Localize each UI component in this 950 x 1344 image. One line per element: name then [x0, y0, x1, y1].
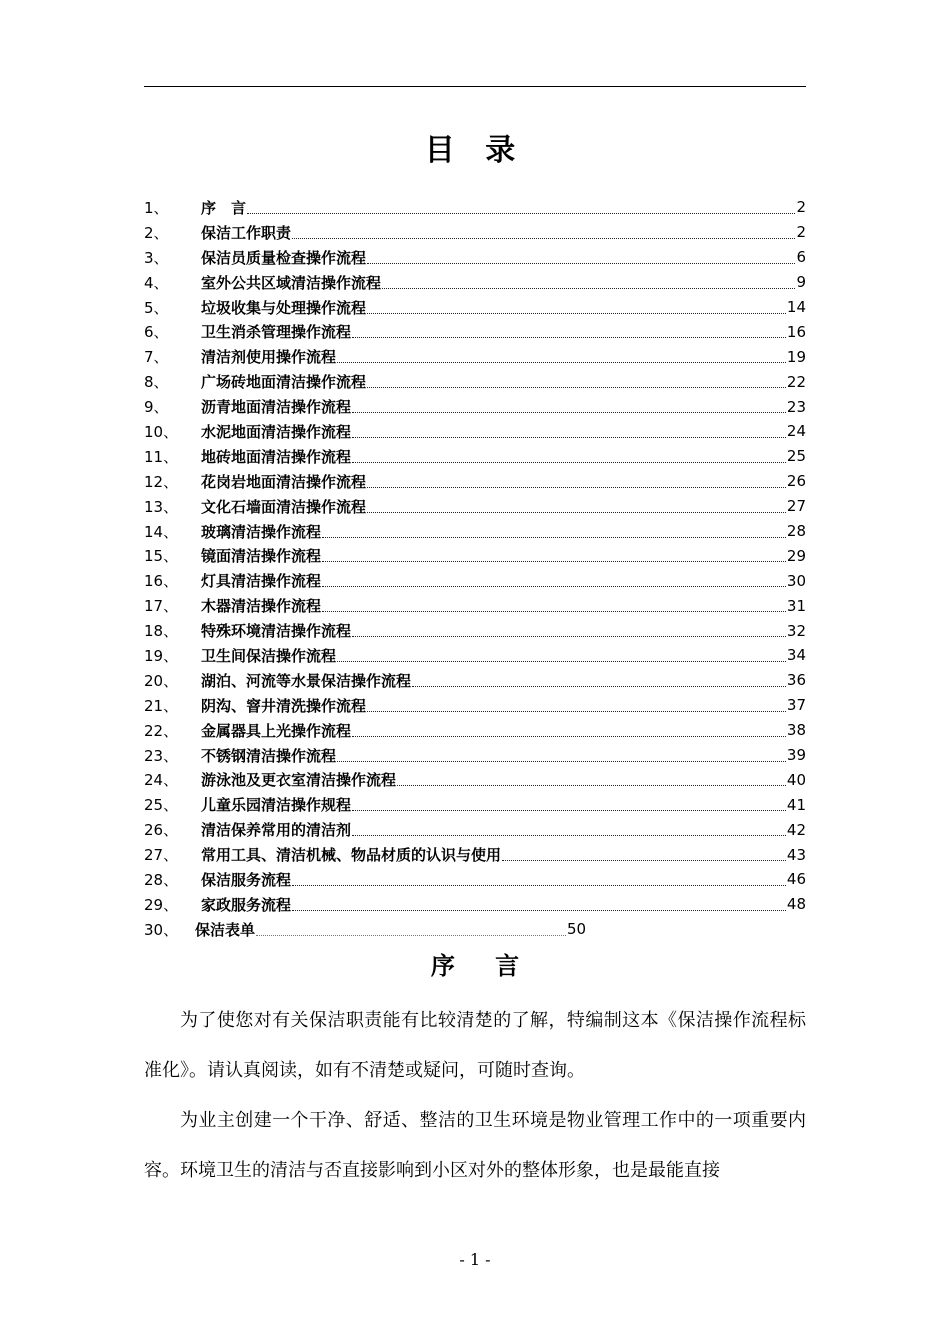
toc-dot-leader [352, 736, 786, 737]
toc-entry-number: 10、 [144, 422, 179, 441]
toc-entry-label: 木器清洁操作流程 [201, 597, 322, 616]
toc-dot-leader [412, 686, 786, 687]
toc-entry-page: 2 [796, 223, 806, 242]
toc-entry-page: 42 [786, 820, 806, 839]
toc-dot-leader [322, 537, 786, 538]
toc-entry-number: 18、 [144, 622, 179, 641]
toc-entry-label: 清洁保养常用的清洁剂 [201, 821, 352, 840]
toc-dot-leader [337, 362, 786, 363]
toc-entry-label: 金属器具上光操作流程 [201, 721, 352, 740]
toc-entry[interactable] [144, 693, 806, 718]
toc-entry-number: 5、 [144, 298, 169, 317]
toc-entry-label: 特殊环境清洁操作流程 [201, 622, 352, 641]
toc-entry-label: 水泥地面清洁操作流程 [201, 422, 352, 441]
preface-body [144, 996, 806, 1196]
toc-entry-number: 28、 [144, 870, 179, 889]
toc-entry-number: 4、 [144, 273, 169, 292]
toc-entry[interactable] [144, 444, 806, 469]
toc-entry-label: 卫生间保洁操作流程 [201, 646, 337, 665]
toc-entry-label: 保洁员质量检查操作流程 [201, 248, 367, 267]
toc-entry-page: 28 [786, 522, 806, 541]
toc-dot-leader [322, 611, 786, 612]
toc-dot-leader [352, 337, 786, 338]
toc-entry-number: 25、 [144, 796, 179, 815]
toc-entry[interactable] [144, 767, 806, 792]
toc-dot-leader [352, 636, 786, 637]
toc-entry-page: 23 [786, 397, 806, 416]
toc-dot-leader [337, 761, 786, 762]
toc-entry-number: 7、 [144, 348, 169, 367]
toc-entry[interactable] [144, 519, 806, 544]
toc-entry[interactable] [144, 917, 806, 942]
toc-entry-label: 玻璃清洁操作流程 [201, 522, 322, 541]
toc-entry-label: 家政服务流程 [201, 895, 292, 914]
toc-entry-page: 31 [786, 596, 806, 615]
toc-entry-number: 22、 [144, 721, 179, 740]
toc-entry-label: 阴沟、窨井清洗操作流程 [201, 696, 367, 715]
toc-entry[interactable] [144, 593, 806, 618]
toc-entry-number: 21、 [144, 696, 179, 715]
toc-entry-page: 22 [786, 372, 806, 391]
toc-entry-number: 11、 [144, 447, 179, 466]
toc-entry[interactable] [144, 842, 806, 867]
toc-dot-leader [352, 810, 786, 811]
toc-entry-label: 湖泊、河流等水景保洁操作流程 [201, 671, 412, 690]
toc-entry-number: 9、 [144, 398, 169, 417]
toc-entry-label: 镜面清洁操作流程 [201, 547, 322, 566]
toc-entry-page: 34 [786, 646, 806, 665]
toc-dot-leader [337, 661, 786, 662]
toc-entry[interactable] [144, 220, 806, 245]
toc-entry-page: 50 [567, 920, 587, 939]
toc-entry-number: 8、 [144, 373, 169, 392]
toc-dot-leader [367, 487, 786, 488]
toc-dot-leader [352, 462, 786, 463]
toc-entry-number: 17、 [144, 597, 179, 616]
toc-entry-label: 卫生消杀管理操作流程 [201, 323, 352, 342]
toc-entry-label: 广场砖地面清洁操作流程 [201, 373, 367, 392]
toc-dot-leader [352, 437, 786, 438]
toc-dot-leader [322, 561, 786, 562]
toc-entry-page: 32 [786, 621, 806, 640]
toc-entry-page: 26 [786, 472, 806, 491]
preface-paragraph: 为了使您对有关保洁职责能有比较清楚的了解，特编制这本《保洁操作流程标准化》。请认真阅读，如有不清楚或疑问，可随时查询。 [144, 1010, 806, 1081]
toc-entry-number: 23、 [144, 746, 179, 765]
toc-entry-label: 游泳池及更衣室清洁操作流程 [201, 771, 397, 790]
toc-dot-leader [367, 313, 786, 314]
toc-entry-label: 垃圾收集与处理操作流程 [201, 298, 367, 317]
toc-dot-leader [256, 935, 566, 936]
toc-entry-page: 30 [786, 571, 806, 590]
toc-entry-number: 26、 [144, 821, 179, 840]
toc-entry-label: 序 言 [201, 198, 247, 217]
toc-entry[interactable] [144, 543, 806, 568]
toc-entry[interactable] [144, 892, 806, 917]
toc-title: 目 录 [424, 133, 526, 168]
toc-entry[interactable] [144, 792, 806, 817]
toc-entry[interactable] [144, 568, 806, 593]
toc-dot-leader [367, 387, 786, 388]
toc-entry-label: 不锈钢清洁操作流程 [201, 746, 337, 765]
toc-entry-page: 46 [786, 870, 806, 889]
preface-title: 序 言 [430, 952, 536, 980]
toc-entry-page: 14 [786, 298, 806, 316]
toc-entry-page: 25 [786, 447, 806, 466]
table-of-contents [144, 195, 806, 942]
toc-entry-label: 保洁表单 [195, 920, 256, 939]
toc-entry-label: 文化石墙面清洁操作流程 [201, 497, 367, 516]
toc-entry-page: 38 [786, 721, 806, 740]
toc-entry-number: 30、 [144, 920, 179, 939]
toc-entry[interactable] [144, 344, 806, 369]
toc-entry-page: 19 [786, 347, 806, 366]
toc-entry-label: 地砖地面清洁操作流程 [201, 447, 352, 466]
toc-entry-page: 24 [786, 422, 806, 441]
toc-entry[interactable] [144, 494, 806, 519]
toc-entry-label: 保洁服务流程 [201, 870, 292, 889]
toc-entry[interactable] [144, 817, 806, 842]
toc-entry[interactable] [144, 867, 806, 892]
toc-entry-label: 保洁工作职责 [201, 223, 292, 242]
toc-entry-number: 29、 [144, 895, 179, 914]
toc-entry-page: 40 [786, 770, 806, 789]
page-number: - 1 - [459, 1250, 491, 1269]
preface-paragraph: 为业主创建一个干净、舒适、整洁的卫生环境是物业管理工作中的一项重要内容。环境卫生的清洁与否直接影响到小区对外的整体形象，也是最能直接 [144, 1110, 806, 1181]
toc-dot-leader [367, 263, 795, 264]
toc-entry[interactable] [144, 743, 806, 768]
toc-entry-page: 9 [796, 273, 806, 292]
toc-entry-number: 20、 [144, 671, 179, 690]
toc-entry-page: 6 [796, 248, 806, 267]
toc-entry-label: 常用工具、清洁机械、物品材质的认识与使用 [201, 846, 502, 865]
toc-entry-number: 3、 [144, 248, 169, 267]
toc-entry-label: 儿童乐园清洁操作规程 [201, 796, 352, 815]
toc-entry-page: 2 [796, 198, 806, 217]
toc-dot-leader [247, 213, 795, 214]
toc-entry-page: 39 [786, 746, 806, 765]
toc-entry[interactable] [144, 419, 806, 444]
toc-entry-page: 29 [786, 546, 806, 565]
toc-entry[interactable] [144, 369, 806, 394]
toc-entry-page: 37 [786, 696, 806, 715]
toc-entry-number: 27、 [144, 846, 179, 865]
toc-entry-page: 41 [786, 795, 806, 814]
toc-dot-leader [367, 512, 786, 513]
toc-entry[interactable] [144, 270, 806, 295]
toc-entry-page: 48 [786, 895, 806, 914]
toc-entry-page: 27 [786, 497, 806, 516]
toc-dot-leader [352, 412, 786, 413]
toc-entry[interactable] [144, 668, 806, 693]
toc-entry-number: 14、 [144, 522, 179, 541]
toc-dot-leader [292, 885, 786, 886]
toc-entry-label: 清洁剂使用操作流程 [201, 348, 337, 367]
toc-dot-leader [367, 711, 786, 712]
toc-dot-leader [292, 238, 795, 239]
toc-dot-leader [322, 586, 786, 587]
toc-entry-number: 6、 [144, 323, 169, 342]
toc-entry[interactable] [144, 718, 806, 743]
toc-dot-leader [502, 860, 786, 861]
toc-entry[interactable] [144, 319, 806, 344]
toc-entry-label: 灯具清洁操作流程 [201, 572, 322, 591]
toc-dot-leader [352, 835, 786, 836]
toc-entry[interactable] [144, 295, 806, 320]
toc-entry-number: 12、 [144, 472, 179, 491]
toc-entry-page: 43 [786, 845, 806, 864]
toc-entry-page: 16 [786, 322, 806, 341]
toc-entry[interactable] [144, 195, 806, 220]
toc-entry-label: 室外公共区域清洁操作流程 [201, 273, 382, 292]
toc-entry-number: 24、 [144, 771, 179, 790]
toc-entry[interactable] [144, 394, 806, 419]
toc-dot-leader [397, 785, 786, 786]
toc-entry-number: 13、 [144, 497, 179, 516]
toc-entry[interactable] [144, 643, 806, 668]
toc-entry-number: 1、 [144, 198, 169, 217]
header-rule [144, 86, 806, 87]
toc-entry-number: 19、 [144, 646, 179, 665]
toc-entry[interactable] [144, 618, 806, 643]
toc-entry-label: 花岗岩地面清洁操作流程 [201, 472, 367, 491]
toc-entry[interactable] [144, 469, 806, 494]
toc-dot-leader [292, 910, 786, 911]
toc-entry-number: 16、 [144, 572, 179, 591]
toc-entry-number: 15、 [144, 547, 179, 566]
toc-entry[interactable] [144, 245, 806, 270]
toc-entry-page: 36 [786, 671, 806, 690]
toc-entry-label: 沥青地面清洁操作流程 [201, 398, 352, 417]
toc-entry-number: 2、 [144, 223, 169, 242]
toc-dot-leader [382, 288, 795, 289]
